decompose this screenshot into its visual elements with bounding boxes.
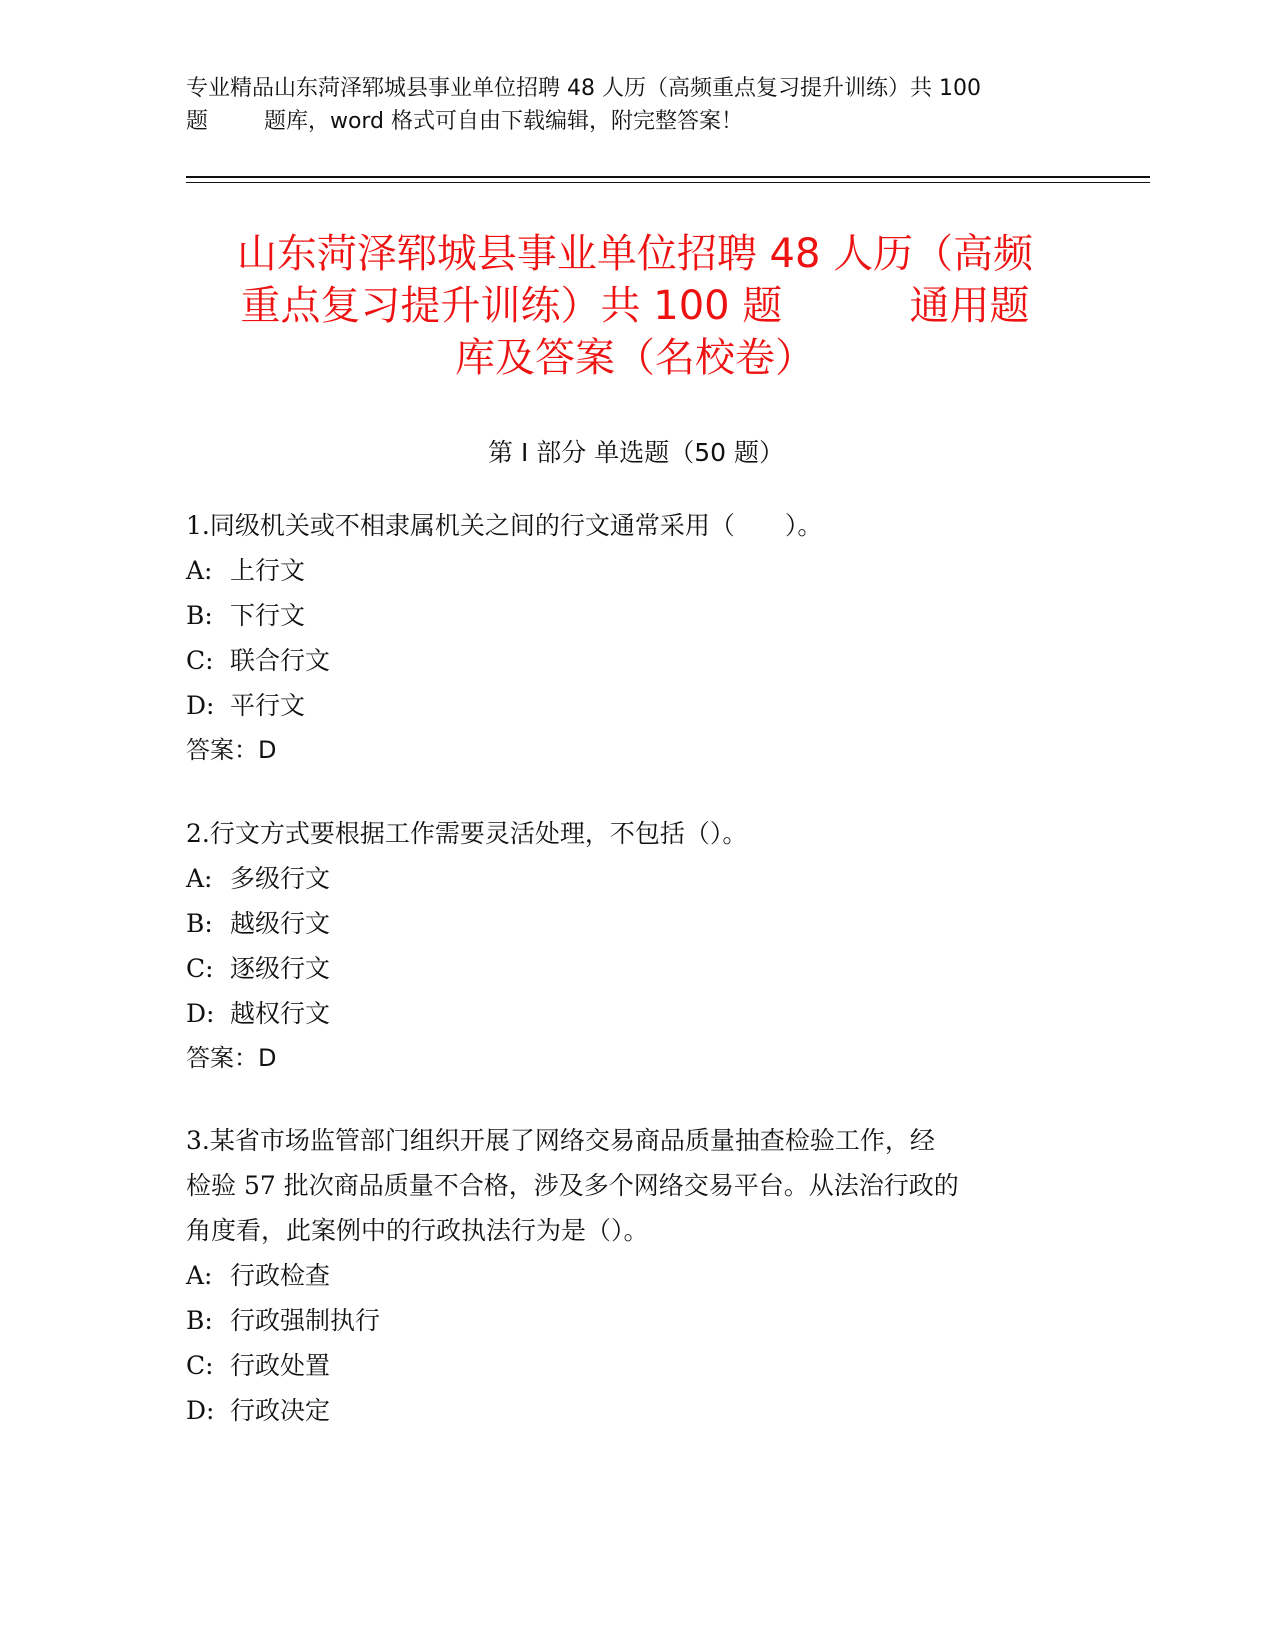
question-2-option-a bbox=[186, 856, 1086, 901]
question-2-option-d bbox=[186, 991, 1086, 1036]
option-text: 联合行文 bbox=[230, 646, 331, 675]
option-key: C: bbox=[186, 646, 214, 675]
question-2-answer: 答案：D bbox=[186, 1044, 277, 1072]
question-3 bbox=[186, 1118, 1086, 1433]
question-1-stem: 1.同级机关或不相隶属机关之间的行文通常采用（ ）。 bbox=[186, 511, 823, 540]
question-2-option-b bbox=[186, 901, 1086, 946]
document-title-line-2: 重点复习提升训练）共 100 题 通用题 bbox=[240, 283, 1030, 329]
option-text: 行政强制执行 bbox=[230, 1306, 381, 1335]
option-text: 行政决定 bbox=[230, 1396, 331, 1425]
question-3-option-b bbox=[186, 1298, 1086, 1343]
question-1-option-c bbox=[186, 638, 1086, 683]
question-1-option-d bbox=[186, 683, 1086, 728]
question-1-answer: 答案：D bbox=[186, 736, 277, 764]
option-text: 越级行文 bbox=[230, 909, 331, 938]
option-key: D: bbox=[186, 999, 215, 1028]
question-3-stem-line-3: 角度看，此案例中的行政执法行为是（）。 bbox=[186, 1216, 649, 1245]
option-text: 上行文 bbox=[230, 556, 306, 585]
header-note-line-1: 专业精品山东菏泽郓城县事业单位招聘 48 人历（高频重点复习提升训练）共 100 bbox=[186, 76, 981, 101]
document-title-line-1: 山东菏泽郓城县事业单位招聘 48 人历（高频 bbox=[236, 231, 1034, 277]
option-text: 下行文 bbox=[230, 601, 306, 630]
question-3-stem-line-1: 3.某省市场监管部门组织开展了网络交易商品质量抽查检验工作，经 bbox=[186, 1126, 935, 1155]
option-key: A: bbox=[186, 1261, 213, 1290]
option-key: C: bbox=[186, 1351, 214, 1380]
option-text: 平行文 bbox=[230, 691, 306, 720]
option-text: 多级行文 bbox=[230, 864, 331, 893]
option-key: A: bbox=[186, 556, 213, 585]
option-text: 越权行文 bbox=[230, 999, 331, 1028]
option-key: D: bbox=[186, 1396, 215, 1425]
question-3-option-a bbox=[186, 1253, 1086, 1298]
question-2 bbox=[186, 811, 1086, 1081]
section-title: 第 I 部分 单选题（50 题） bbox=[488, 438, 784, 467]
document-title-line-3: 库及答案（名校卷） bbox=[455, 335, 815, 381]
option-text: 行政处置 bbox=[230, 1351, 331, 1380]
option-text: 逐级行文 bbox=[230, 954, 331, 983]
header-note bbox=[186, 72, 1076, 138]
question-3-option-d bbox=[186, 1388, 1086, 1433]
question-1-option-a bbox=[186, 548, 1086, 593]
option-key: C: bbox=[186, 954, 214, 983]
option-key: A: bbox=[186, 864, 213, 893]
question-2-stem: 2.行文方式要根据工作需要灵活处理，不包括（）。 bbox=[186, 819, 748, 848]
question-3-option-c bbox=[186, 1343, 1086, 1388]
header-rule-thin bbox=[186, 182, 1150, 183]
question-2-option-c bbox=[186, 946, 1086, 991]
header-note-line-2: 题 题库，word 格式可自由下载编辑，附完整答案！ bbox=[186, 109, 744, 134]
option-key: B: bbox=[186, 1306, 213, 1335]
question-1 bbox=[186, 503, 1086, 773]
question-3-stem-line-2: 检验 57 批次商品质量不合格，涉及多个网络交易平台。从法治行政的 bbox=[186, 1171, 959, 1200]
option-key: B: bbox=[186, 601, 213, 630]
question-1-option-b bbox=[186, 593, 1086, 638]
document-title bbox=[150, 228, 1120, 384]
option-key: D: bbox=[186, 691, 215, 720]
option-key: B: bbox=[186, 909, 213, 938]
option-text: 行政检查 bbox=[230, 1261, 331, 1290]
header-rule-thick bbox=[186, 176, 1150, 178]
